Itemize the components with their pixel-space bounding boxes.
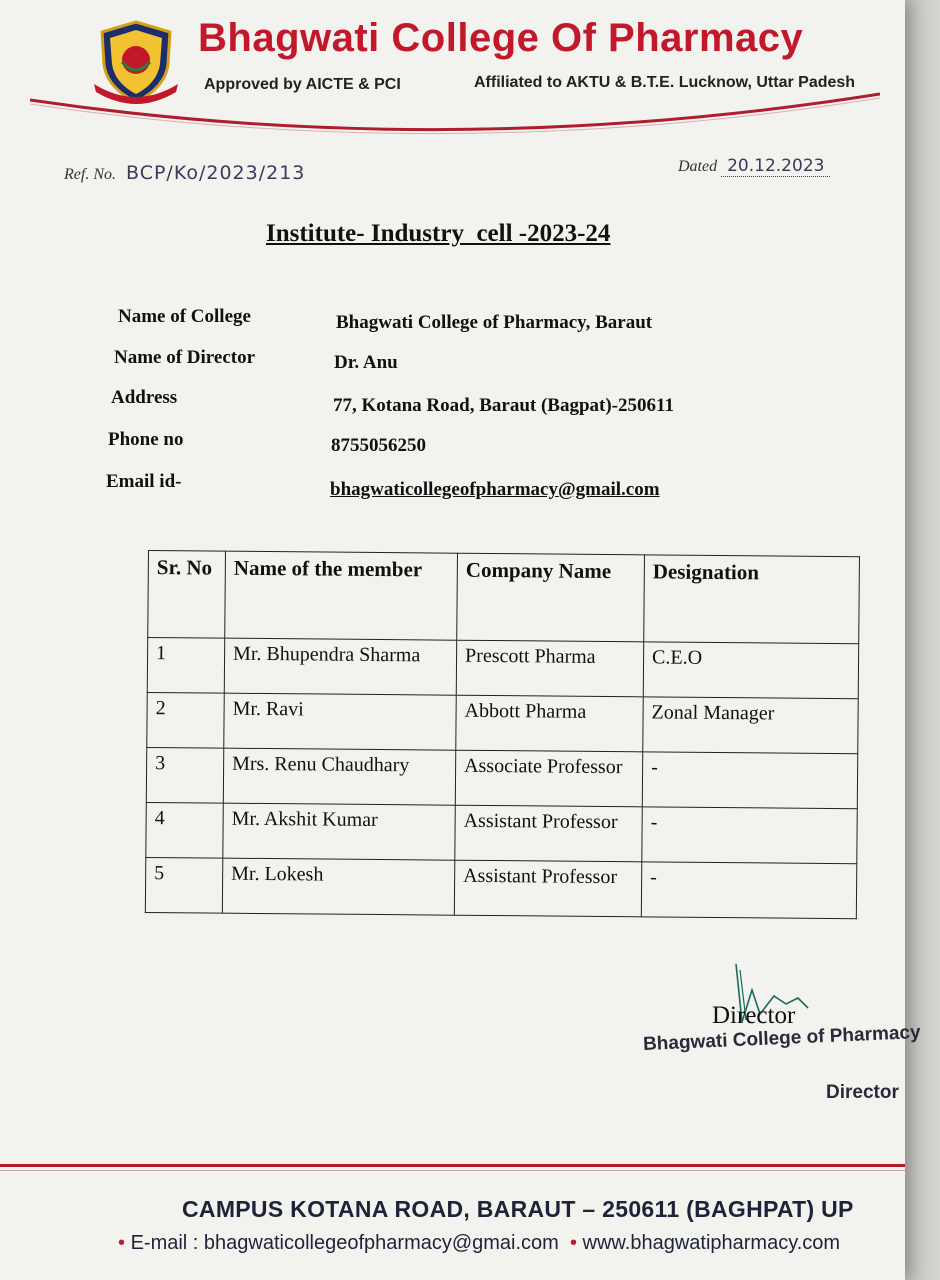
cell-company-name: Abbott Pharma	[456, 695, 643, 752]
cell-sr-no: 2	[147, 692, 224, 748]
table-header-row	[148, 551, 860, 644]
info-label-director: Name of Director	[114, 347, 256, 368]
document-title: Institute- Industry cell -2023-24	[266, 220, 611, 247]
cell-designation: -	[641, 862, 856, 919]
approved-text: Approved by AICTE & PCI	[204, 76, 401, 93]
cell-member-name: Mr. Lokesh	[222, 858, 454, 915]
info-value-phone: 8755056250	[331, 435, 426, 456]
table-row	[146, 802, 857, 863]
info-label-email: Email id-	[106, 471, 182, 492]
cell-designation: -	[642, 807, 857, 864]
info-value-email: bhagwaticollegeofpharmacy@gmail.com	[330, 479, 660, 500]
header-sr-no: Sr. No	[148, 551, 226, 639]
info-label-address: Address	[111, 387, 178, 408]
reference-number	[64, 162, 305, 184]
cell-sr-no: 5	[145, 857, 222, 913]
info-value-address: 77, Kotana Road, Baraut (Bagpat)-250611	[333, 395, 674, 416]
ref-value: BCP/Ko/2023/213	[126, 162, 306, 184]
header-designation: Designation	[644, 555, 860, 644]
bullet-icon: •	[569, 1232, 577, 1254]
table-row	[147, 638, 858, 699]
cell-member-name: Mr. Akshit Kumar	[223, 803, 455, 860]
footer-address: CAMPUS KOTANA ROAD, BARAUT – 250611 (BAGHPAT) UP	[182, 1196, 854, 1222]
dated-value: 20.12.2023	[721, 156, 830, 177]
cell-company-name: Assistant Professor	[455, 805, 642, 862]
cell-designation: Zonal Manager	[643, 697, 858, 754]
date-field	[678, 156, 830, 176]
table-row	[146, 747, 857, 808]
info-value-director: Dr. Anu	[334, 352, 398, 373]
bullet-icon: •	[118, 1232, 126, 1254]
table-row	[145, 857, 856, 918]
footer-website: www.bhagwatipharmacy.com	[582, 1232, 841, 1254]
dated-label: Dated	[678, 158, 718, 175]
cell-sr-no: 4	[146, 802, 223, 858]
members-table	[145, 550, 860, 919]
cell-sr-no: 1	[147, 638, 224, 694]
college-name: Bhagwati College Of Pharmacy	[198, 16, 804, 60]
info-value-college: Bhagwati College of Pharmacy, Baraut	[336, 312, 653, 333]
cell-designation: -	[642, 752, 857, 809]
header-company-name: Company Name	[457, 553, 645, 642]
cell-company-name: Assistant Professor	[454, 860, 641, 917]
handwritten-director: Director	[712, 1002, 796, 1029]
table-row	[147, 692, 858, 753]
header-member-name: Name of the member	[225, 551, 458, 640]
cell-company-name: Prescott Pharma	[456, 640, 643, 697]
affiliated-text: Affiliated to AKTU & B.T.E. Lucknow, Uttar Padesh	[474, 74, 856, 91]
info-label-phone: Phone no	[108, 429, 184, 450]
cell-member-name: Mrs. Renu Chaudhary	[223, 748, 455, 805]
cell-company-name: Associate Professor	[455, 750, 642, 807]
cell-sr-no: 3	[146, 747, 223, 803]
cell-designation: C.E.O	[643, 642, 858, 699]
info-label-college: Name of College	[118, 306, 251, 327]
ref-label: Ref. No.	[64, 166, 116, 183]
footer-email: E-mail : bhagwaticollegeofpharmacy@gmai.com	[130, 1232, 559, 1254]
header-divider-curve	[30, 92, 880, 162]
cell-member-name: Mr. Ravi	[224, 693, 456, 750]
footer-contact	[118, 1232, 840, 1255]
footer-divider-thin	[0, 1170, 905, 1171]
background-surface	[905, 0, 940, 1280]
footer-divider	[0, 1164, 905, 1167]
cell-member-name: Mr. Bhupendra Sharma	[224, 638, 456, 695]
stamp-college-name: Bhagwati College of Pharmacy	[642, 1021, 921, 1056]
stamp-director: Director	[826, 1082, 899, 1103]
